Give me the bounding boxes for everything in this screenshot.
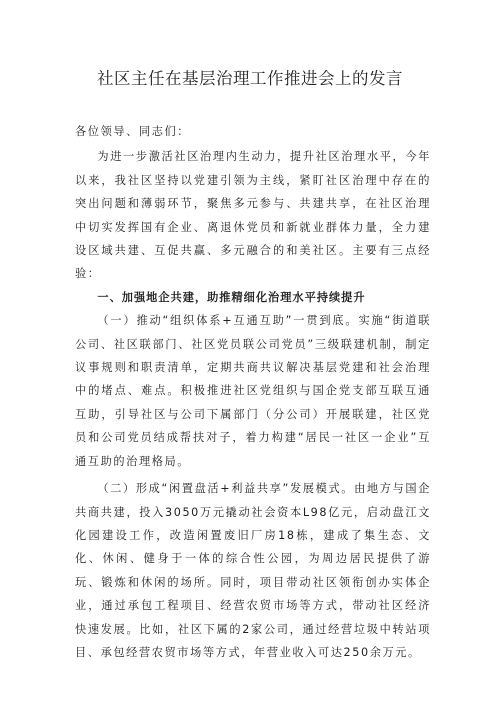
section-heading-1: 一、加强地企共建，助推精细化治理水平持续提升 xyxy=(97,290,366,304)
section1-paragraph-1: （一）推动“组织体系+互通互助”一贯到底。实施“街道联公司、社区联部门、社区党员联公司党员”三级联建机制，制定议事规则和职责清单，定期共商共议解决基层党建和社会治理中的堵点、难点。积极推进社区党组织与国企党支部互联互通互助，引导社区与公司下属部门（分公司）开展联建，社区党员和公司党员结成帮扶对子，着力构建“居民一社区一企业”互通互助的治理格局。 xyxy=(75,314,431,468)
document-title: 社区主任在基层治理工作推进会上的发言 xyxy=(97,69,403,88)
intro-paragraph: 为进一步激活社区治理内生动力，提升社区治理水平，今年以来，我社区坚持以党建引领为主线，紧盯社区治理中存在的突出问题和薄弱环节，聚焦多元参与、共建共享，在社区治理中切实发挥国有企业、离退休党员和新就业群体力量，全力建设区域共建、互促共赢、多元融合的和美社区。主要有三点经验： xyxy=(75,150,431,281)
greeting: 各位领导、同志们： xyxy=(75,125,191,138)
section1-paragraph-2: （二）形成“闲置盘活+利益共享”发展模式。由地方与国企共商共建，投入3050万元撬动社会资本L98亿元，启动盘江文化园建设工作，改造闲置废旧厂房18栋，建成了集生态、文化、休闲、健身于一体的综合性公园，为周边居民提供了游玩、锻炼和休闲的场所。同时，项目带动社区领衔创办实体企业，通过承包工程项目、经营农贸市场等方式，带动社区经济快速发展。比如，社区下属的2家公司，通过经营垃圾中转站项目、承包经营农贸市场等方式，年营业收入可达250余万元。 xyxy=(75,482,431,659)
document-body xyxy=(75,120,431,664)
